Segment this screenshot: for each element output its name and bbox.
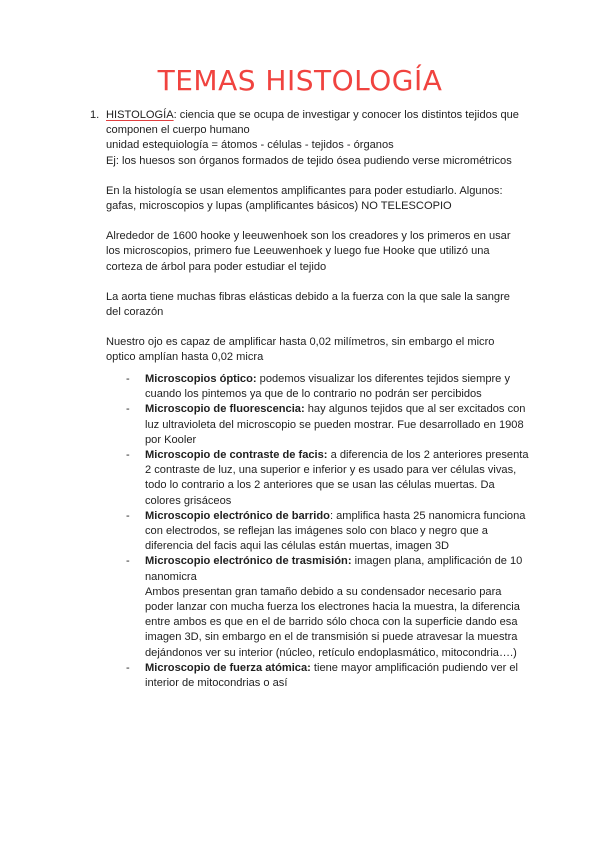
list-item — [126, 402, 530, 448]
intro-line-2: unidad estequiología = átomos - células - tejidos - órganos — [106, 139, 394, 152]
paragraph-2: Alrededor de 1600 hooke y leeuwenhoek son los creadores y los primeros en usar los microscopios, primero fue Leeuwenhoek y luego fue Hooke que utilizó una corteza de árbol para poder estudiar el tejido — [106, 230, 511, 273]
bullet-term: Microscopio de fuerza atómica: — [145, 661, 311, 674]
bullet-term: Microscopios óptico: — [145, 373, 257, 385]
list-item — [126, 661, 530, 691]
bullet-dash: - — [126, 661, 130, 674]
bullet-dash: - — [126, 509, 130, 522]
list-item — [126, 554, 530, 660]
bullet-text: podemos visualizar los diferentes tejidos siempre y cuando los pintemos ya que de lo contrario no podrán ser percibidos — [145, 373, 510, 401]
page-title: TEMAS HISTOLOGÍA — [157, 64, 443, 97]
intro-definition-text: : ciencia que se ocupa de investigar y conocer los distintos tejidos que componen el cuerpo humano — [106, 109, 519, 137]
list-item — [126, 509, 530, 555]
bullet-text: : amplifica hasta 25 nanomicra funciona con electrodos, se reflejan las imágenes solo con blaco y negro que a diferencia del facis aqui las células están muertas, imagen 3D — [145, 509, 526, 553]
bullet-text: a diferencia de los 2 anteriores presenta 2 contraste de luz, una superior e inferior y es usado para ver células vivas, todo lo contrario a los 2 anteriores que se usan las células muertas. Da colores grisáceos — [145, 449, 529, 507]
paragraph-1: En la histología se usan elementos amplificantes para poder estudiarlo. Algunos: gafas, microscopios y lupas (amplificantes básicos) NO TELESCOPIO — [106, 184, 503, 213]
bullet-text: tiene mayor amplificación pudiendo ver el interior de mitocondrias o así — [145, 661, 519, 690]
list-item — [126, 448, 530, 509]
microscope-list — [126, 372, 530, 691]
intro-definition — [106, 108, 526, 138]
bullet-extra-text: Ambos presentan gran tamaño debido a su condensador necesario para poder lanzar con mucha fuerza los electrones hacia la muestra, la diferencia entre ambos es que en el de barrido sólo choca con la superficie dando esa imagen 3D, sin embargo en el de transmisión si puede atravesar la muestra dejándonos ver su interior (núcleo, retículo endoplasmático, mitocondria….) — [145, 585, 520, 659]
bullet-term: Microscopio electrónico de barrido — [145, 509, 330, 522]
list-number: 1. — [90, 109, 100, 121]
bullet-term: Microscopio de contraste de facis: — [145, 449, 328, 462]
bullet-dash: - — [126, 449, 130, 462]
bullet-dash: - — [126, 555, 130, 568]
main-content — [106, 108, 526, 366]
bullet-dash: - — [126, 403, 130, 416]
paragraph-4: Nuestro ojo es capaz de amplificar hasta 0,02 milímetros, sin embargo el micro optico amplían hasta 0,02 micra — [106, 336, 495, 364]
bullet-text: hay algunos tejidos que al ser excitados con luz ultravioleta del microscopio se pueden mostrar. Fue desarrollado en 1908 por Kooler — [145, 403, 526, 446]
intro-term: HISTOLOGÍA — [106, 109, 174, 121]
list-item — [126, 372, 530, 402]
paragraph-3: La aorta tiene muchas fibras elásticas debido a la fuerza con la que sale la sangre del corazón — [106, 290, 510, 319]
bullet-text: imagen plana, amplificación de 10 nanomicra — [145, 555, 523, 583]
bullet-term: Microscopio electrónico de trasmisión: — [145, 555, 352, 568]
intro-line-3: Ej: los huesos son órganos formados de tejido ósea pudiendo verse micrométricos — [106, 154, 512, 167]
bullet-term: Microscopio de fluorescencia: — [145, 403, 305, 416]
bullet-dash: - — [126, 373, 130, 385]
